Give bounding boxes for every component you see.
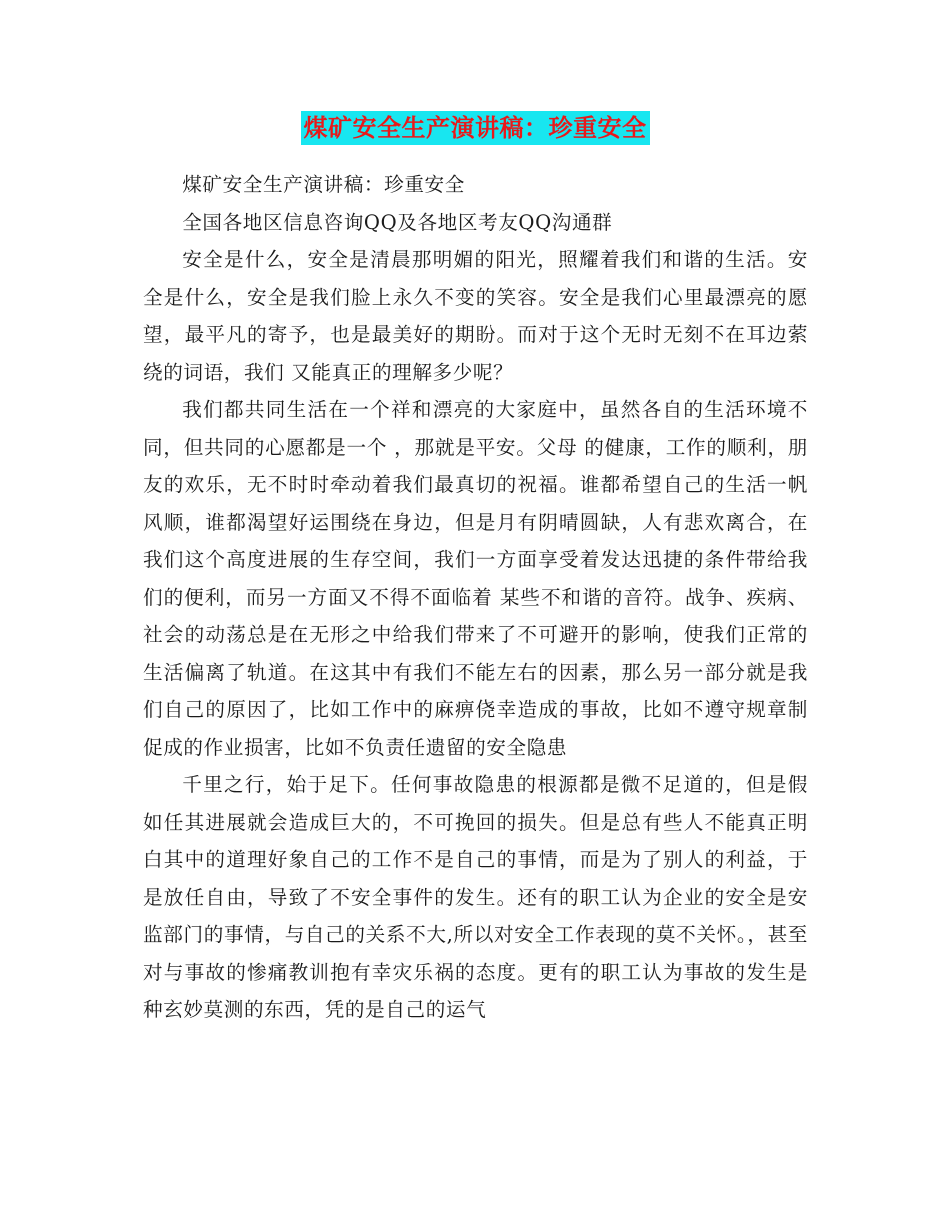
body-paragraph: 安全是什么，安全是清晨那明媚的阳光，照耀着我们和谐的生活。安全是什么，安全是我们脸上永久不变的笑容。安全是我们心里最漂亮的愿望，最平凡的寄予，也是最美好的期盼。而对于这个无时无刻不在耳边萦绕的词语，我们 又能真正的理解多少呢？ bbox=[143, 248, 808, 384]
contact-info-paragraph: 全国各地区信息咨询QQ及各地区考友QQ沟通群 bbox=[182, 210, 613, 234]
subtitle-paragraph: 煤矿安全生产演讲稿：珍重安全 bbox=[182, 173, 465, 196]
body-paragraph: 我们都共同生活在一个祥和漂亮的大家庭中，虽然各自的生活环境不同，但共同的心愿都是一个 ，那就是平安。父母 的健康，工作的顺利，朋友的欢乐，无不时时牵动着我们最真切的祝福。谁都希望自己的生活一帆风顺，谁都渴望好运围绕在身边，但是月有阴晴圆缺，人有悲欢离合，在我们这个高度进展的生存空间，我们一方面享受着发达迅捷的条件带给我们的便利，而另一方面又不得不面临着 某些不和谐的音符。战争、疾病、社会的动荡总是在无形之中给我们带来了不可避开的影响，使我们正常的生活偏离了轨道。在这其中有我们不能左右的因素，那么另一部分就是我们自己的原因了，比如工作中的麻痹侥幸造成的事故，比如不遵守规章制促成的作业损害，比如不负责任遗留的安全隐患 bbox=[143, 398, 808, 759]
document-body bbox=[143, 166, 808, 1029]
title-container bbox=[0, 111, 950, 145]
document-title: 煤矿安全生产演讲稿：珍重安全 bbox=[301, 111, 650, 145]
body-paragraph: 千里之行，始于足下。任何事故隐患的根源都是微不足道的，但是假如任其进展就会造成巨大的，不可挽回的损失。但是总有些人不能真正明白其中的道理好象自己的工作不是自己的事情，而是为了别人的利益，于是放任自由，导致了不安全事件的发生。还有的职工认为企业的安全是安监部门的事情，与自己的关系不大,所以对安全工作表现的莫不关怀。，甚至对与事故的惨痛教训抱有幸灾乐祸的态度。更有的职工认为事故的发生是种玄妙莫测的东西，凭的是自己的运气 bbox=[143, 773, 808, 1021]
